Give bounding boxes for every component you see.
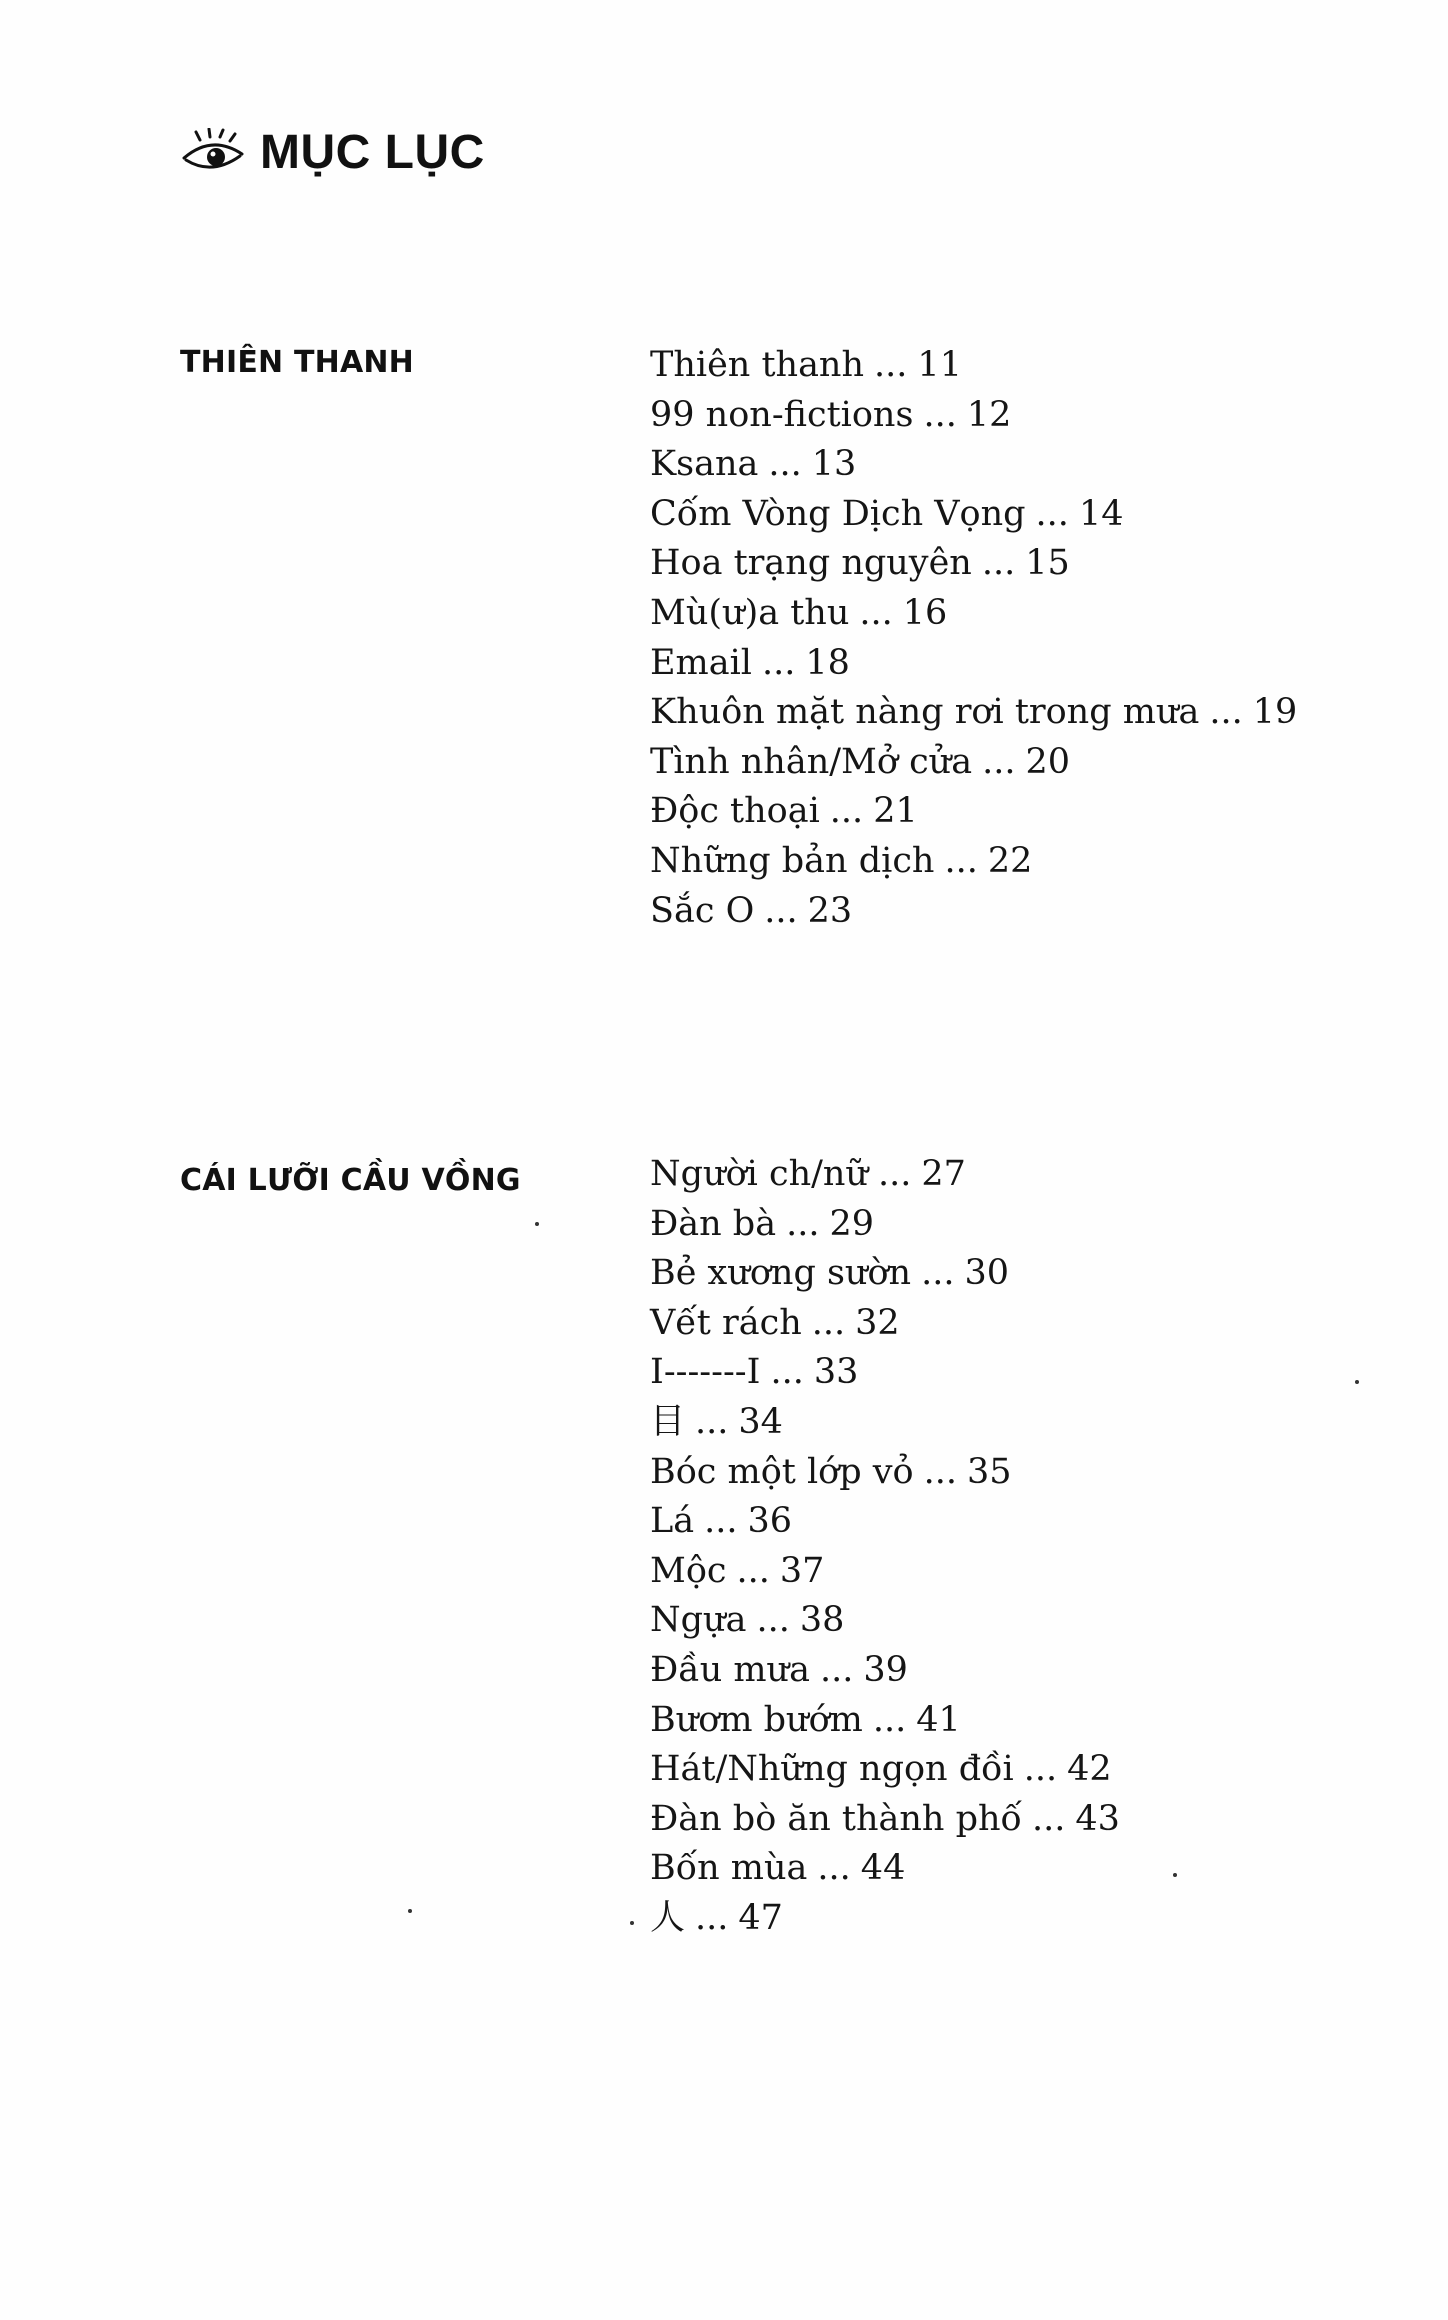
entry-page-number: 32 (855, 1302, 900, 1343)
entry-page-number: 14 (1078, 493, 1124, 534)
toc-entry (650, 887, 1297, 937)
entry-separator: ... (770, 1352, 804, 1393)
entry-separator: ... (859, 592, 893, 633)
entry-page-number: 18 (805, 642, 850, 683)
entry-title: Sắc O (650, 890, 755, 931)
toc-entry (650, 1497, 1120, 1547)
toc-entry (650, 1348, 1120, 1398)
entry-separator: ... (762, 642, 796, 683)
entry-page-number: 16 (902, 592, 948, 633)
toc-entry (650, 688, 1297, 738)
entry-title: Đàn bò ăn thành phố (650, 1798, 1022, 1839)
entry-separator: ... (704, 1501, 738, 1542)
entry-separator: ... (817, 1848, 851, 1889)
eye-icon (178, 128, 250, 178)
entry-page-number: 29 (829, 1203, 874, 1244)
entry-separator: ... (923, 394, 957, 435)
print-speck (408, 1909, 412, 1913)
entry-title: Vết rách (650, 1302, 802, 1343)
toc-entry (650, 738, 1297, 788)
toc-entry (650, 1596, 1120, 1646)
toc-entry (650, 1448, 1120, 1498)
entry-title: Mù(ư)a thu (650, 592, 850, 633)
entry-page-number: 36 (747, 1501, 793, 1542)
entry-separator: ... (1023, 1749, 1058, 1790)
toc-entry (650, 539, 1297, 589)
entry-title: 目 (650, 1401, 686, 1442)
entry-separator: ... (877, 1154, 912, 1194)
entry-separator: ... (756, 1600, 790, 1641)
entry-title: Bóc một lớp vỏ (650, 1451, 914, 1492)
entry-separator: ... (981, 543, 1016, 584)
toc-entry (650, 391, 1297, 441)
entry-separator: ... (695, 1401, 729, 1442)
toc-entry (650, 589, 1297, 639)
toc-entry (650, 1398, 1120, 1448)
entry-page-number: 47 (738, 1897, 783, 1938)
toc-entry (650, 1200, 1120, 1250)
entry-title: Bốn mùa (650, 1848, 808, 1889)
section-title-thien-thanh: THIÊN THANH (180, 345, 414, 380)
entry-title: Đàn bà (650, 1203, 777, 1244)
page-title: MỤC LỤC (260, 126, 485, 179)
entry-page-number: 38 (799, 1600, 845, 1641)
entry-page-number: 12 (966, 394, 1012, 435)
entry-title: 99 non-fictions (650, 394, 914, 435)
entry-page-number: 41 (916, 1699, 961, 1740)
entry-page-number: 30 (964, 1253, 1010, 1294)
entry-page-number: 34 (738, 1401, 783, 1442)
entry-separator: ... (874, 345, 908, 385)
toc-entry (650, 837, 1297, 887)
entry-separator: ... (1035, 493, 1069, 534)
print-speck (1355, 1380, 1359, 1384)
toc-entry (650, 1249, 1120, 1299)
toc-entry (650, 1696, 1120, 1746)
entry-separator: ... (786, 1203, 820, 1244)
entry-list-thien-thanh (650, 341, 1297, 936)
entry-separator: ... (1209, 692, 1243, 733)
entry-page-number: 43 (1075, 1798, 1120, 1839)
entry-separator: ... (811, 1302, 846, 1343)
entry-page-number: 35 (967, 1451, 1012, 1492)
entry-page-number: 42 (1067, 1749, 1112, 1790)
entry-separator: ... (872, 1699, 907, 1740)
entry-title: Tình nhân/Mở cửa (650, 741, 973, 782)
entry-title: Người ch/nữ (650, 1154, 868, 1194)
toc-entry (650, 490, 1297, 540)
entry-title: Email (650, 642, 752, 683)
entry-separator: ... (982, 741, 1016, 782)
entry-page-number: 39 (863, 1649, 908, 1690)
toc-entry (650, 1547, 1120, 1597)
entry-title: Bươm bướm (650, 1699, 863, 1740)
entry-separator: ... (829, 791, 864, 832)
entry-page-number: 27 (921, 1154, 966, 1194)
entry-title: Bẻ xương sườn (650, 1253, 912, 1294)
entry-page-number: 44 (860, 1848, 906, 1889)
entry-separator: ... (923, 1451, 958, 1492)
entry-page-number: 22 (987, 840, 1033, 881)
toc-entry (650, 1299, 1120, 1349)
entry-page-number: 11 (917, 345, 962, 385)
entry-list-cai-luoi-cau-vong (650, 1150, 1120, 1944)
toc-entry (650, 1795, 1120, 1845)
print-speck (535, 1222, 539, 1226)
toc-entry (650, 440, 1297, 490)
toc-entry (650, 1745, 1120, 1795)
entry-title: Lá (650, 1501, 695, 1542)
print-speck (630, 1921, 634, 1925)
toc-entry (650, 1646, 1120, 1696)
entry-title: Khuôn mặt nàng rơi trong mưa (650, 692, 1200, 733)
entry-separator: ... (921, 1253, 955, 1294)
entry-title: Thiên thanh (650, 345, 865, 385)
entry-separator: ... (736, 1550, 770, 1591)
entry-page-number: 37 (779, 1550, 825, 1591)
toc-entry (650, 341, 1297, 391)
toc-entry (650, 1894, 1120, 1944)
toc-entry (650, 1844, 1120, 1894)
entry-title: Hoa trạng nguyên (650, 543, 972, 584)
entry-title: Những bản dịch (650, 840, 935, 881)
toc-entry (650, 639, 1297, 689)
toc-header (178, 128, 485, 178)
entry-title: 人 (650, 1897, 686, 1938)
entry-title: I-------I (650, 1352, 761, 1393)
entry-title: Ngựa (650, 1600, 747, 1641)
print-speck (1173, 1873, 1177, 1877)
entry-page-number: 15 (1025, 543, 1070, 584)
toc-entry (650, 787, 1297, 837)
toc-entry (650, 1150, 1120, 1200)
entry-page-number: 20 (1025, 741, 1071, 782)
entry-separator: ... (944, 840, 978, 881)
entry-separator: ... (819, 1649, 854, 1690)
entry-page-number: 21 (873, 791, 918, 832)
entry-separator: ... (695, 1897, 729, 1938)
entry-page-number: 33 (813, 1352, 859, 1393)
entry-page-number: 23 (807, 890, 853, 931)
entry-separator: ... (768, 444, 802, 485)
entry-page-number: 13 (811, 444, 857, 485)
entry-title: Ksana (650, 444, 759, 485)
entry-title: Đầu mưa (650, 1649, 810, 1690)
entry-page-number: 19 (1252, 692, 1298, 733)
entry-title: Hát/Những ngọn đồi (650, 1749, 1014, 1790)
entry-title: Mộc (650, 1550, 727, 1591)
section-title-cai-luoi-cau-vong: CÁI LƯỠI CẦU VỒNG (180, 1163, 521, 1198)
entry-separator: ... (1031, 1798, 1066, 1839)
entry-title: Cốm Vòng Dịch Vọng (650, 493, 1026, 534)
entry-separator: ... (764, 890, 798, 931)
entry-title: Độc thoại (650, 791, 820, 832)
